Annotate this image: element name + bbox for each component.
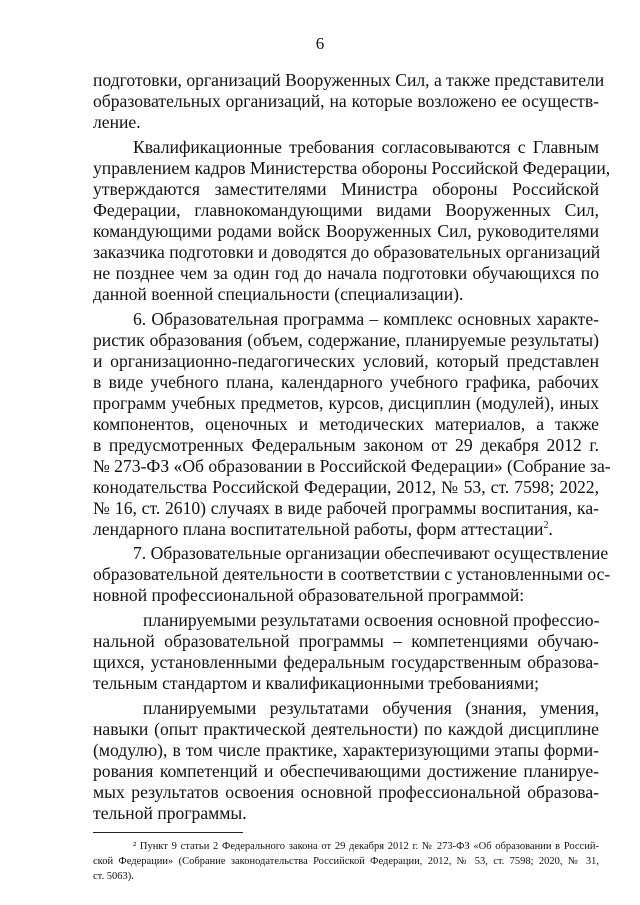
text-line: мых результатов освоения основной профессиональной образова- bbox=[93, 782, 599, 802]
text-line: 7. Образовательные организации обеспечивают осуществление bbox=[133, 543, 609, 563]
text-line: лендарного плана воспитательной работы, форм аттестации$^2$. bbox=[93, 519, 553, 539]
text-line: утверждаются заместителями Министра обороны Российской bbox=[93, 179, 599, 199]
text-line: заказчика подготовки и доводятся до образовательных организаций bbox=[93, 242, 601, 262]
footnote-line: ст. 5063). bbox=[93, 871, 134, 882]
footnote-reference: 2 bbox=[543, 520, 549, 532]
footnote-divider bbox=[93, 832, 243, 833]
text-line: данной военной специальности (специализации). bbox=[93, 284, 464, 304]
text-line: ристик образования (объем, содержание, планируемые результаты) bbox=[93, 330, 599, 350]
text-line: Квалификационные требования согласовываются с Главным bbox=[133, 137, 599, 157]
text-line: планируемыми результатами освоения основной профессио- bbox=[143, 610, 600, 630]
text-line: не позднее чем за один год до начала подготовки обучающихся по bbox=[93, 263, 599, 283]
text-line: управлением кадров Министерства обороны Российской Федерации, bbox=[93, 158, 611, 178]
text-line: тельной программы. bbox=[93, 803, 247, 823]
text-line: ление. bbox=[93, 112, 141, 132]
text-line: 6. Образовательная программа – комплекс основных характе- bbox=[133, 309, 599, 329]
text-line: компонентов, оценочных и методических материалов, а также bbox=[93, 414, 599, 434]
text-line: щихся, установленными федеральным государственным образова- bbox=[93, 652, 599, 672]
text-line: образовательной деятельности в соответствии с установленными ос- bbox=[93, 564, 611, 584]
text-line: в виде учебного плана, календарного учебного графика, рабочих bbox=[93, 372, 599, 392]
text-line-content: лендарного плана воспитательной работы, форм аттестации bbox=[93, 519, 544, 539]
text-line: Федерации, главнокомандующими видами Вооруженных Сил, bbox=[93, 200, 599, 220]
text-line: № 16, ст. 2610) случаях в виде рабочей программы воспитания, ка- bbox=[93, 498, 599, 518]
text-line: в предусмотренных Федеральным законом от 29 декабря 2012 г. bbox=[93, 435, 599, 455]
text-line: и организационно-педагогических условий, который представлен bbox=[93, 351, 599, 371]
text-line: № 273-ФЗ «Об образовании в Российской Федерации» (Собрание за- bbox=[93, 456, 611, 476]
page-number: 6 bbox=[315, 34, 325, 53]
text-line: новной профессиональной образовательной программой: bbox=[93, 585, 525, 605]
footnote-line: ской Федерации» (Собрание законодательства Российской Федерации, 2012, № 53, ст. 7598; 2020, № 31, bbox=[93, 856, 599, 867]
text-line: рования компетенций и обеспечивающими достижение планируе- bbox=[93, 761, 599, 781]
text-line: планируемыми результатами обучения (знания, умения, bbox=[143, 698, 599, 718]
text-line: конодательства Российской Федерации, 2012, № 53, ст. 7598; 2022, bbox=[93, 477, 599, 497]
text-line: командующими родами войск Вооруженных Сил, руководителями bbox=[93, 221, 599, 241]
text-line: (модулю), в том числе практике, характеризующими этапы форми- bbox=[93, 740, 599, 760]
text-line: образовательных организаций, на которые возложено ее осуществ- bbox=[93, 91, 599, 111]
footnote-line: ² Пункт 9 статьи 2 Федерального закона от 29 декабря 2012 г. № 273-ФЗ «Об образовании в Россий- bbox=[133, 841, 599, 852]
text-line: нальной образовательной программы – компетенциями обучаю- bbox=[93, 631, 599, 651]
text-line: тельным стандартом и квалификационными требованиями; bbox=[93, 673, 540, 693]
text-line: подготовки, организаций Вооруженных Сил, а также представители bbox=[93, 70, 605, 90]
text-line: навыки (опыт практической деятельности) по каждой дисциплине bbox=[93, 719, 599, 739]
text-line: программ учебных предметов, курсов, дисциплин (модулей), иных bbox=[93, 393, 599, 413]
